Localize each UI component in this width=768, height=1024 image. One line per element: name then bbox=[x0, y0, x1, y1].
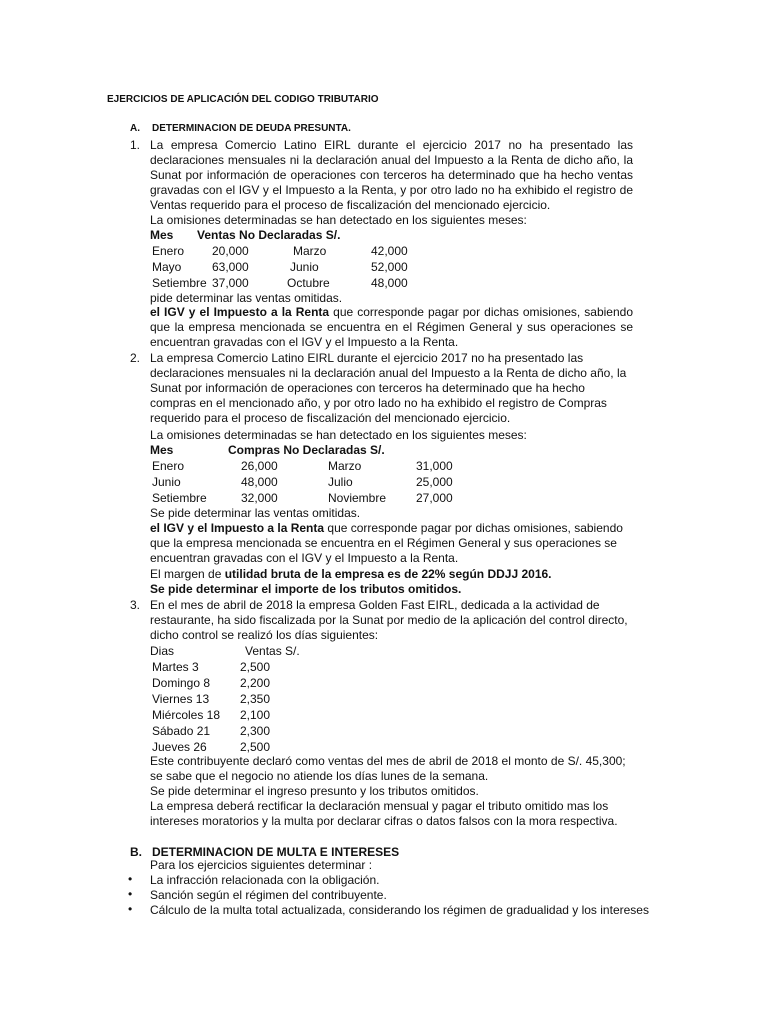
ex2-row1-month2: Marzo bbox=[328, 459, 362, 473]
exercise-2-igv-bold: el IGV y el Impuesto a la Renta bbox=[150, 521, 325, 535]
ex2-row3-value2: 27,000 bbox=[416, 491, 453, 505]
ex2-row2-month2: Julio bbox=[328, 475, 353, 489]
exercise-2-col-month: Mes bbox=[150, 443, 174, 457]
exercise-1-col-month: Mes bbox=[150, 228, 174, 242]
exercise-1-col-value: Ventas No Declaradas S/. bbox=[197, 228, 341, 242]
ex2-row1-value1: 26,000 bbox=[241, 459, 278, 473]
section-b-bullet-2: Sanción según el régimen del contribuyente. bbox=[150, 888, 387, 902]
ex2-row3-value1: 32,000 bbox=[241, 491, 278, 505]
ex1-row3-month1: Setiembre bbox=[152, 276, 207, 290]
section-b-letter: B. bbox=[130, 845, 142, 859]
bullet-dot-icon: • bbox=[128, 902, 133, 916]
ex1-row1-value2: 42,000 bbox=[371, 244, 408, 258]
exercise-2-final: Se pide determinar el importe de los tributos omitidos. bbox=[150, 582, 462, 596]
ex1-row3-month2: Octubre bbox=[287, 276, 330, 290]
ex2-row1-value2: 31,000 bbox=[416, 459, 453, 473]
exercise-3-paragraph: En el mes de abril de 2018 la empresa Golden Fast EIRL, dedicada a la actividad de restaurante, ha sido fiscalizada por la Sunat por medio de la aplicación del control directo, dicho control se realizó los días siguientes: bbox=[150, 598, 628, 642]
section-b-bullet-1: La infracción relacionada con la obligación. bbox=[150, 873, 380, 887]
exercise-2-number: 2. bbox=[130, 351, 141, 365]
ex1-row1-month1: Enero bbox=[152, 244, 185, 258]
ex1-row2-month2: Junio bbox=[290, 260, 319, 274]
exercise-1-number: 1. bbox=[130, 138, 141, 152]
ex1-row1-value1: 20,000 bbox=[212, 244, 249, 258]
exercise-1-igv-paragraph bbox=[150, 305, 633, 350]
ex1-row3-value2: 48,000 bbox=[371, 276, 408, 290]
section-b-intro: Para los ejercicios siguientes determinar : bbox=[150, 858, 373, 872]
exercise-2-igv-rest: que corresponde pagar por dichas omisiones, sabiendo que la empresa mencionada se encuentra en el Régimen General y sus operaciones se encuentran gravadas con el IGV y el Impuesto a la Renta. bbox=[150, 521, 623, 565]
section-b-heading: DETERMINACION DE MULTA E INTERESES bbox=[152, 845, 400, 859]
exercise-1-paragraph: La empresa Comercio Latino EIRL durante el ejercicio 2017 no ha presentado las declaraciones mensuales ni la declaración anual del Impuesto a la Renta de dicho año, la Sunat por información de operaciones con terceros ha determinado que ha hecho ventas gravadas con el IGV y el Impuesto a la Renta, y por otro lado no ha exhibido el registro de Ventas requerido para el proceso de fiscalización del mencionado ejercicio. bbox=[150, 138, 633, 212]
ex1-row2-value2: 52,000 bbox=[371, 260, 408, 274]
exercise-2-col-value: Compras No Declaradas S/. bbox=[228, 443, 385, 457]
exercise-3-ask: Se pide determinar el ingreso presunto y los tributos omitidos. bbox=[150, 784, 479, 798]
ex3-row2-value: 2,200 bbox=[240, 676, 271, 690]
exercise-1-intro: La omisiones determinadas se han detectado en los siguientes meses: bbox=[150, 213, 527, 227]
ex2-row2-month1: Junio bbox=[152, 475, 181, 489]
section-b-bullet-3: Cálculo de la multa total actualizada, considerando los régimen de gradualidad y los intereses bbox=[150, 903, 649, 917]
section-a-heading: DETERMINACION DE DEUDA PRESUNTA. bbox=[152, 123, 351, 134]
exercise-3-col-value: Ventas S/. bbox=[245, 644, 300, 658]
ex3-row1-value: 2,500 bbox=[240, 660, 271, 674]
exercise-2-margin bbox=[150, 567, 552, 582]
ex3-row1-day: Martes 3 bbox=[152, 660, 199, 674]
exercise-2-igv-paragraph bbox=[150, 521, 628, 566]
ex1-row2-month1: Mayo bbox=[152, 260, 182, 274]
ex2-row3-month1: Setiembre bbox=[152, 491, 207, 505]
ex3-row6-value: 2,500 bbox=[240, 740, 271, 754]
ex1-row1-month2: Marzo bbox=[293, 244, 327, 258]
exercise-3-col-day: Dias bbox=[150, 644, 175, 658]
exercise-1-igv-rest: que corresponde pagar por dichas omisiones, sabiendo que la empresa mencionada se encuentra en el Régimen General y sus operaciones se encuentran gravadas con el IGV y el Impuesto a la Renta. bbox=[150, 305, 634, 349]
ex1-row2-value1: 63,000 bbox=[212, 260, 249, 274]
ex3-row2-day: Domingo 8 bbox=[152, 676, 211, 690]
exercise-3-declared: Este contribuyente declaró como ventas del mes de abril de 2018 el monto de S/. 45,300; se sabe que el negocio no atiende los días lunes de la semana. bbox=[150, 754, 626, 783]
exercise-3-rectify: La empresa deberá rectificar la declaración mensual y pagar el tributo omitido mas los intereses moratorios y la multa por declarar cifras o datos falsos con la mora respectiva. bbox=[150, 799, 618, 828]
section-a-letter: A. bbox=[130, 123, 140, 134]
ex3-row4-value: 2,100 bbox=[240, 708, 271, 722]
ex3-row5-value: 2,300 bbox=[240, 724, 271, 738]
ex3-row3-day: Viernes 13 bbox=[152, 692, 210, 706]
ex2-row2-value2: 25,000 bbox=[416, 475, 453, 489]
bullet-dot-icon: • bbox=[128, 887, 133, 901]
ex3-row6-day: Jueves 26 bbox=[152, 740, 207, 754]
ex1-row3-value1: 37,000 bbox=[212, 276, 249, 290]
ex3-row3-value: 2,350 bbox=[240, 692, 271, 706]
ex3-row5-day: Sábado 21 bbox=[152, 724, 211, 738]
exercise-2-intro: La omisiones determinadas se han detectado en los siguientes meses: bbox=[150, 428, 527, 442]
page-title: EJERCICIOS DE APLICACIÓN DEL CODIGO TRIBUTARIO bbox=[107, 94, 379, 105]
exercise-2-margin-bold: utilidad bruta de la empresa es de 22% según DDJJ 2016. bbox=[224, 567, 552, 581]
ex2-row1-month1: Enero bbox=[152, 459, 185, 473]
bullet-dot-icon: • bbox=[128, 872, 133, 886]
exercise-3-number: 3. bbox=[130, 598, 141, 612]
exercise-2-margin-plain: El margen de bbox=[150, 567, 225, 581]
ex3-row4-day: Miércoles 18 bbox=[152, 708, 221, 722]
exercise-1-ask: pide determinar las ventas omitidas. bbox=[150, 291, 343, 305]
exercise-2-paragraph: La empresa Comercio Latino EIRL durante el ejercicio 2017 no ha presentado las declaraciones mensuales ni la declaración anual del Impuesto a la Renta de dicho año, la Sunat por información de operaciones con terceros ha determinado que ha hecho compras en el mencionado año, y por otro lado no ha exhibido el registro de Compras requerido para el proceso de fiscalización del mencionado ejercicio. bbox=[150, 351, 627, 425]
ex2-row3-month2: Noviembre bbox=[328, 491, 387, 505]
ex2-row2-value1: 48,000 bbox=[241, 475, 278, 489]
exercise-2-ask: Se pide determinar las ventas omitidas. bbox=[150, 506, 361, 520]
exercise-1-igv-bold: el IGV y el Impuesto a la Renta bbox=[150, 305, 330, 319]
